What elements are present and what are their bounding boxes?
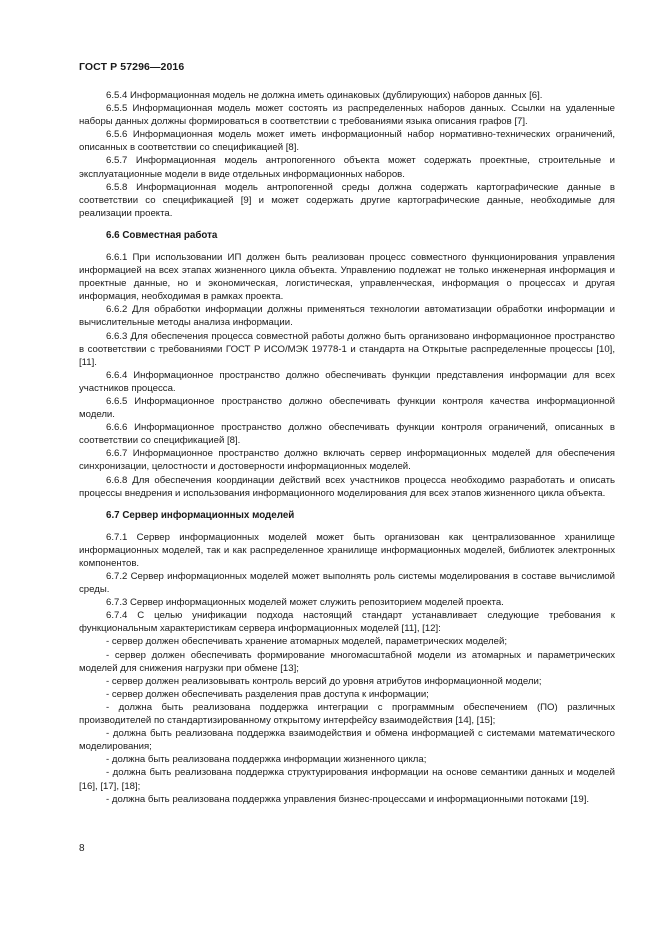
list-item: - должна быть реализована поддержка управления бизнес-процессами и информационными потоками [19].: [106, 793, 590, 805]
paragraph: 6.6.4 Информационное пространство должно обеспечивать функции представления информации для всех участников процесса.: [79, 369, 615, 394]
list-item: - сервер должен обеспечивать хранение атомарных моделей, параметрических моделей;: [106, 636, 508, 648]
paragraph: 6.6.8 Для обеспечения координации действий всех участников процесса необходимо разработать и описать процессы внедрения и использования информационного моделирования для всех этапов жизненного цикла объекта.: [79, 474, 615, 499]
list-item: - сервер должен обеспечивать разделения прав доступа к информации;: [106, 688, 429, 700]
paragraph: 6.7.4 С целью унификации подхода настоящий стандарт устанавливает следующие требования к функциональным характеристикам сервера информационных моделей [11], [12]:: [79, 610, 615, 635]
document-body: [79, 89, 615, 806]
page-number: 8: [79, 843, 85, 854]
paragraph: 6.7.1 Сервер информационных моделей может быть организован как централизованное хранилище информационных моделей, так и как распределенное хранилище информационных моделей, библиотек электронных компонентов.: [79, 531, 615, 569]
list-item: - сервер должен реализовывать контроль версий до уровня атрибутов информационной модели;: [106, 675, 542, 687]
list-item: - должна быть реализована поддержка информации жизненного цикла;: [106, 754, 427, 766]
paragraph: 6.7.2 Сервер информационных моделей может выполнять роль системы моделирования в составе вычислимой среды.: [79, 571, 615, 596]
paragraph: 6.6.1 При использовании ИП должен быть реализован процесс совместного функционирования управления информацией на всех этапах жизненного цикла объекта. Управлению подлежат не только инженерная информация и проектные данные, но и экономическая, логистическая, управленческая, информация о процессах и другая информация, необходимая в рамках проекта.: [79, 251, 615, 303]
section-heading: 6.6 Совместная работа: [106, 229, 218, 241]
paragraph: 6.5.4 Информационная модель не должна иметь одинаковых (дублирующих) наборов данных [6].: [106, 90, 543, 101]
paragraph: 6.6.2 Для обработки информации должны применяться технологии автоматизации обработки информации и вычислительные методы анализа информации.: [79, 304, 615, 329]
list-item: - должна быть реализована поддержка интеграции с программным обеспечением (ПО) различных производителей по стандартизированному открытому интерфейсу взаимодействия [14], [15];: [79, 701, 615, 727]
paragraph: 6.6.6 Информационное пространство должно обеспечивать функции контроля ограничений, описанных в соответствии со спецификацией [8].: [79, 422, 615, 447]
paragraph: 6.5.6 Информационная модель может иметь информационный набор нормативно-технических ограничений, описанных в соответствии со спецификацией [8].: [79, 129, 615, 154]
paragraph: 6.5.8 Информационная модель антропогенной среды должна содержать картографические данные в соответствии со спецификацией [9] и может содержать другие картографические данные, необходимые для реализации проекта.: [79, 181, 615, 219]
list-item: - должна быть реализована поддержка взаимодействия и обмена информацией с системами математического моделирования;: [79, 728, 615, 753]
document-header: ГОСТ Р 57296—2016: [79, 61, 185, 73]
paragraph: 6.7.3 Сервер информационных моделей может служить репозиторием моделей проекта.: [106, 597, 504, 609]
paragraph: 6.6.3 Для обеспечения процесса совместной работы должно быть организовано информационное пространство в соответствии с требованиями ГОСТ Р ИСО/МЭК 19778-1 и стандарта на Открытые распределенные процессы [10], [11].: [79, 330, 615, 368]
paragraph: 6.6.7 Информационное пространство должно включать сервер информационных моделей для обеспечения синхронизации, целостности и достоверности информационных моделей.: [79, 448, 615, 473]
section-heading: 6.7 Сервер информационных моделей: [106, 509, 295, 521]
paragraph: 6.5.5 Информационная модель может состоять из распределенных наборов данных. Ссылки на удаленные наборы данных должны формироваться в соответствии с требованиями языка описания графов [7].: [79, 103, 615, 128]
paragraph: 6.5.7 Информационная модель антропогенного объекта может содержать проектные, строительные и эксплуатационные модели в виде отдельных информационных наборов.: [79, 155, 615, 180]
paragraph: 6.6.5 Информационное пространство должно обеспечивать функции контроля качества информационной модели.: [79, 395, 615, 421]
list-item: - сервер должен обеспечивать формирование многомасштабной модели из атомарных и параметрических моделей для снижения нагрузки при обмене [13];: [79, 649, 615, 674]
list-item: - должна быть реализована поддержка структурирования информации на основе семантики данных и моделей [16], [17], [18];: [79, 767, 615, 792]
